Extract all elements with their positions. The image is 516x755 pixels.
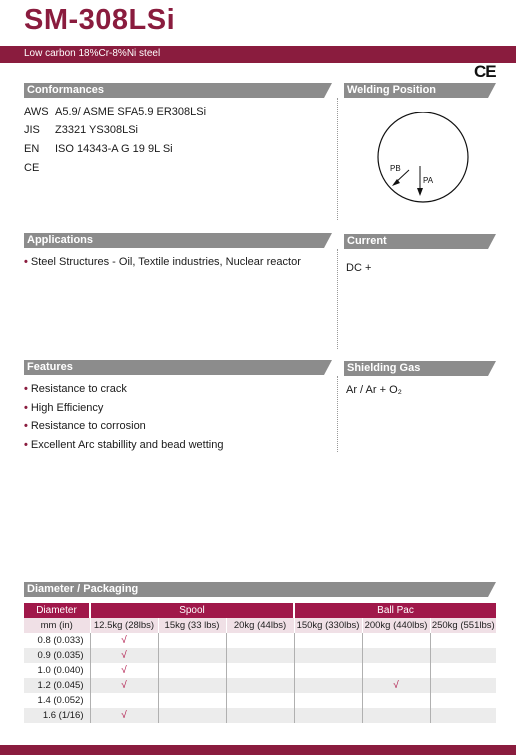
conformance-key: CE bbox=[24, 162, 40, 174]
packaging-header: Diameter / Packaging bbox=[24, 582, 488, 597]
column-header: 200kg (440lbs) bbox=[362, 618, 430, 633]
empty-cell bbox=[226, 693, 294, 708]
empty-cell bbox=[362, 648, 430, 663]
bullet-icon: • bbox=[24, 439, 28, 451]
column-header: mm (in) bbox=[24, 618, 90, 633]
check-icon: √ bbox=[90, 678, 158, 693]
empty-cell bbox=[362, 708, 430, 723]
ce-mark-icon: CE bbox=[474, 62, 496, 81]
table-row bbox=[24, 708, 496, 723]
conformance-value: Z3321 YS308LSi bbox=[55, 124, 138, 136]
diameter-cell: 1.0 (0.040) bbox=[24, 663, 90, 678]
check-icon: √ bbox=[362, 678, 430, 693]
table-group-header-row bbox=[24, 603, 496, 618]
empty-cell bbox=[294, 693, 362, 708]
product-subtitle: Low carbon 18%Cr-8%Ni steel bbox=[24, 48, 161, 59]
conformance-row bbox=[24, 162, 55, 174]
subtitle-bar bbox=[0, 46, 516, 63]
group-header-spool: Spool bbox=[90, 603, 294, 618]
empty-cell bbox=[158, 633, 226, 648]
packaging-table bbox=[24, 603, 496, 723]
divider bbox=[337, 98, 338, 220]
check-icon: √ bbox=[90, 648, 158, 663]
conformance-row bbox=[24, 143, 173, 155]
table-row bbox=[24, 678, 496, 693]
conformance-key: AWS bbox=[24, 106, 49, 118]
table-row bbox=[24, 648, 496, 663]
application-item: • Steel Structures - Oil, Textile industries, Nuclear reactor bbox=[24, 256, 301, 268]
bullet-icon: • bbox=[24, 256, 28, 268]
column-header: 12.5kg (28lbs) bbox=[90, 618, 158, 633]
divider bbox=[337, 376, 338, 452]
table-column-header-row bbox=[24, 618, 496, 633]
empty-cell bbox=[226, 648, 294, 663]
shielding-gas-value: Ar / Ar + O₂ bbox=[346, 384, 402, 396]
conformance-value: A5.9/ ASME SFA5.9 ER308LSi bbox=[55, 106, 207, 118]
applications-header: Applications bbox=[24, 233, 324, 248]
diameter-cell: 0.8 (0.033) bbox=[24, 633, 90, 648]
empty-cell bbox=[226, 708, 294, 723]
table-row bbox=[24, 693, 496, 708]
empty-cell bbox=[294, 633, 362, 648]
empty-cell bbox=[158, 708, 226, 723]
column-header: 15kg (33 lbs) bbox=[158, 618, 226, 633]
empty-cell bbox=[294, 678, 362, 693]
check-icon: √ bbox=[90, 633, 158, 648]
empty-cell bbox=[294, 708, 362, 723]
conformance-key: EN bbox=[24, 143, 40, 155]
empty-cell bbox=[158, 663, 226, 678]
welding-position-diagram bbox=[376, 112, 470, 204]
feature-item: • Resistance to corrosion bbox=[24, 420, 146, 432]
table-row bbox=[24, 663, 496, 678]
pa-label: PA bbox=[423, 176, 434, 185]
conformance-row bbox=[24, 106, 206, 118]
diameter-cell: 1.6 (1/16) bbox=[24, 708, 90, 723]
empty-cell bbox=[430, 648, 496, 663]
empty-cell bbox=[294, 663, 362, 678]
features-header: Features bbox=[24, 360, 324, 375]
feature-item: • High Efficiency bbox=[24, 402, 104, 414]
table-row bbox=[24, 633, 496, 648]
feature-item: • Excellent Arc stabillity and bead wetting bbox=[24, 439, 224, 451]
empty-cell bbox=[430, 633, 496, 648]
footer-bar bbox=[0, 745, 516, 755]
empty-cell bbox=[430, 708, 496, 723]
pa-arrow-head bbox=[417, 188, 423, 196]
diameter-cell: 1.4 (0.052) bbox=[24, 693, 90, 708]
empty-cell bbox=[226, 663, 294, 678]
packaging-table-body bbox=[24, 633, 496, 723]
current-value: DC + bbox=[346, 262, 372, 274]
conformance-row bbox=[24, 124, 138, 136]
empty-cell bbox=[226, 633, 294, 648]
conformances-header: Conformances bbox=[24, 83, 324, 98]
empty-cell bbox=[430, 678, 496, 693]
empty-cell bbox=[158, 648, 226, 663]
empty-cell bbox=[90, 693, 158, 708]
divider bbox=[337, 249, 338, 349]
empty-cell bbox=[226, 678, 294, 693]
bullet-icon: • bbox=[24, 420, 28, 432]
check-icon: √ bbox=[90, 663, 158, 678]
bullet-icon: • bbox=[24, 383, 28, 395]
empty-cell bbox=[362, 693, 430, 708]
conformance-value: ISO 14343-A G 19 9L Si bbox=[55, 143, 173, 155]
empty-cell bbox=[362, 633, 430, 648]
column-header: 20kg (44lbs) bbox=[226, 618, 294, 633]
position-circle bbox=[378, 112, 468, 202]
group-header-diameter: Diameter bbox=[24, 603, 90, 618]
column-header: 150kg (330lbs) bbox=[294, 618, 362, 633]
empty-cell bbox=[430, 693, 496, 708]
current-header: Current bbox=[344, 234, 488, 249]
check-icon: √ bbox=[90, 708, 158, 723]
conformance-key: JIS bbox=[24, 124, 40, 136]
empty-cell bbox=[362, 663, 430, 678]
product-title: SM-308LSi bbox=[24, 4, 176, 36]
empty-cell bbox=[294, 648, 362, 663]
empty-cell bbox=[158, 693, 226, 708]
feature-item: • Resistance to crack bbox=[24, 383, 127, 395]
welding-position-header: Welding Position bbox=[344, 83, 488, 98]
column-header: 250kg (551lbs) bbox=[431, 620, 495, 631]
diameter-cell: 1.2 (0.045) bbox=[24, 678, 90, 693]
bullet-icon: • bbox=[24, 402, 28, 414]
empty-cell bbox=[158, 678, 226, 693]
group-header-ballpac: Ball Pac bbox=[294, 603, 496, 618]
pb-label: PB bbox=[390, 164, 401, 173]
diameter-cell: 0.9 (0.035) bbox=[24, 648, 90, 663]
empty-cell bbox=[430, 663, 496, 678]
shielding-gas-header: Shielding Gas bbox=[344, 361, 488, 376]
